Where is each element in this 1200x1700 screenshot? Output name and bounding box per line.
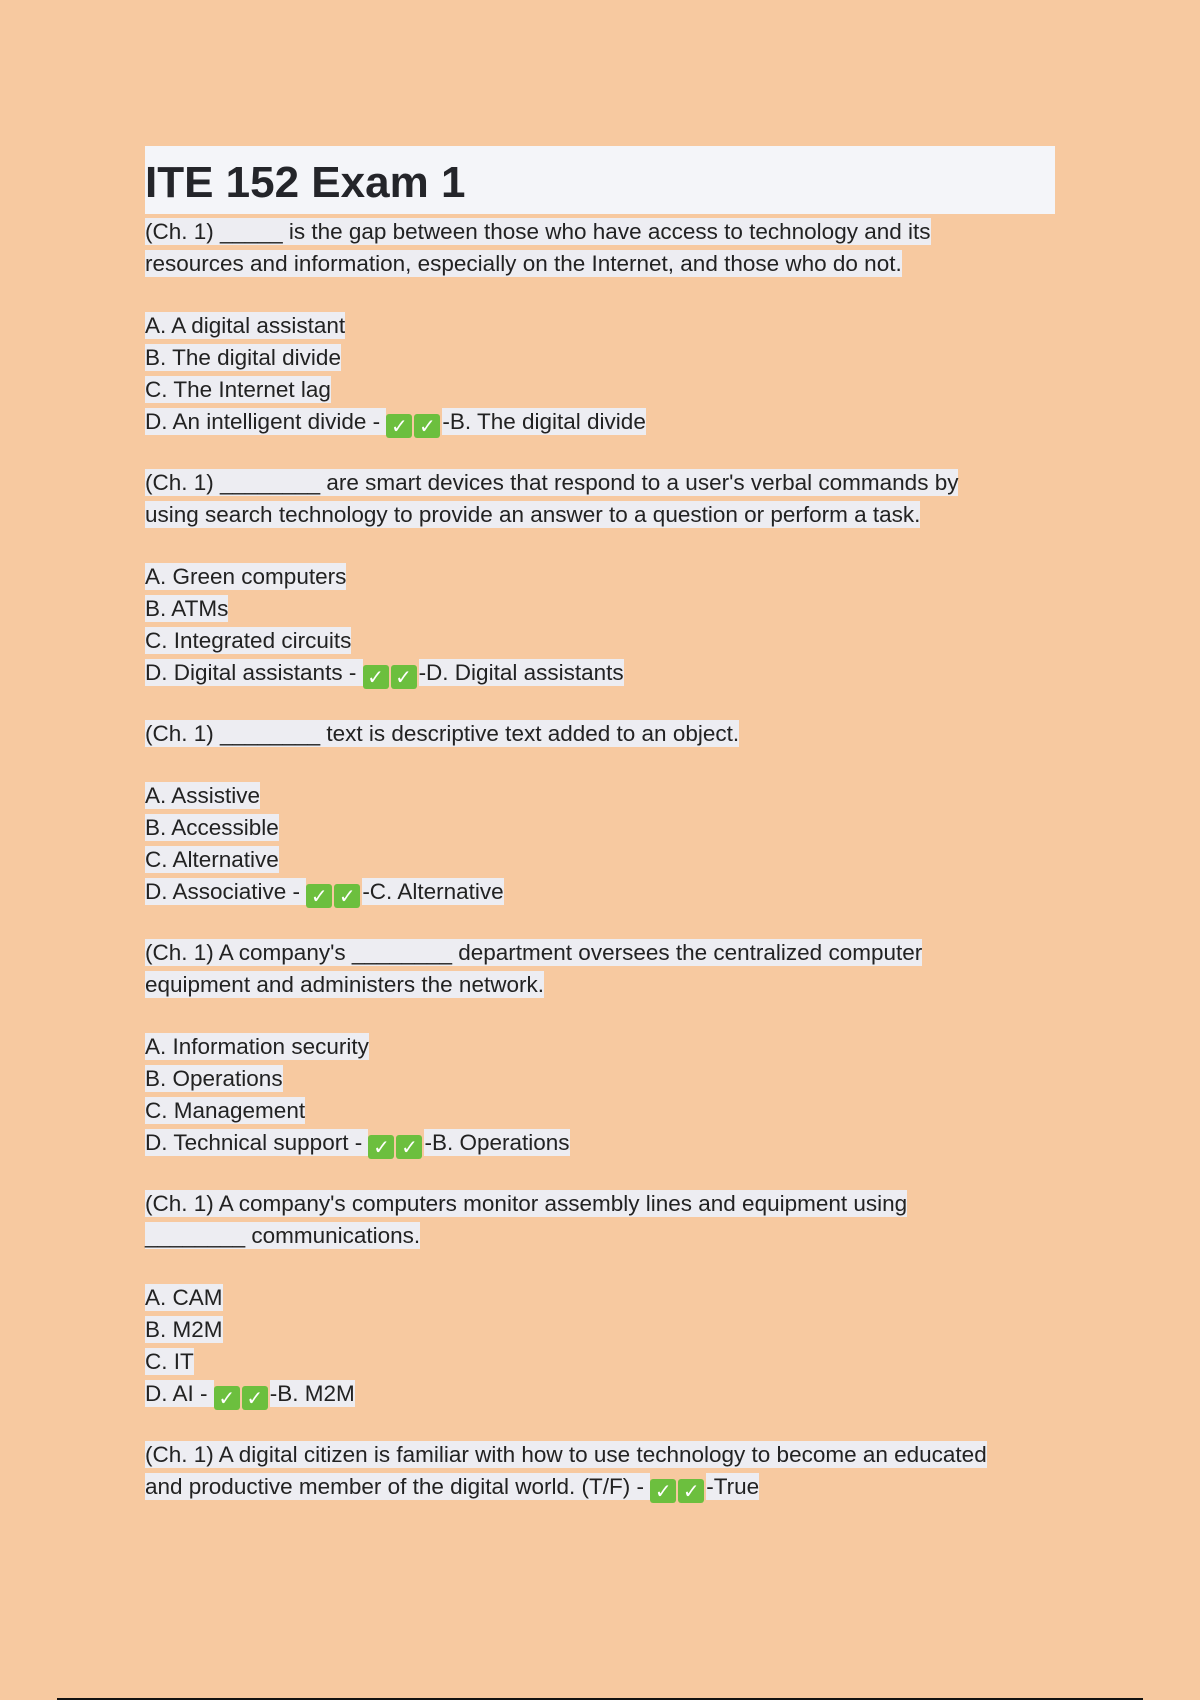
question-text-line: resources and information, especially on the Internet, and those who do not.: [145, 251, 902, 276]
question-text-line: equipment and administers the network.: [145, 972, 544, 997]
answer-option: B. Operations: [145, 1066, 283, 1091]
check-mark-icon: ✓: [368, 1135, 394, 1159]
answer-option: C. The Internet lag: [145, 377, 331, 402]
answer-option: D. Technical support -: [145, 1130, 369, 1155]
check-mark-icon: ✓: [386, 414, 412, 438]
question-text-line: using search technology to provide an answer to a question or perform a task.: [145, 502, 921, 527]
answer-option: B. The digital divide: [145, 345, 341, 370]
question-text-line: (Ch. 1) _____ is the gap between those who have access to technology and its: [145, 219, 931, 244]
question-text-line: (Ch. 1) ________ text is descriptive text added to an object.: [145, 721, 740, 746]
correct-answer: -B. M2M: [269, 1381, 355, 1406]
answer-option: C. Integrated circuits: [145, 628, 352, 653]
question-text-line: and productive member of the digital world. (T/F) -: [145, 1474, 651, 1499]
correct-answer: -True: [706, 1474, 760, 1499]
correct-answer: -B. Operations: [424, 1130, 570, 1155]
check-mark-icon: ✓: [334, 884, 360, 908]
check-mark-icon: ✓: [396, 1135, 422, 1159]
question-text-line: (Ch. 1) ________ are smart devices that respond to a user's verbal commands by: [145, 470, 959, 495]
answer-option: D. Digital assistants -: [145, 660, 363, 685]
question-text-line: (Ch. 1) A digital citizen is familiar with how to use technology to become an educated: [145, 1442, 987, 1467]
check-mark-icon: ✓: [242, 1386, 268, 1410]
correct-answer: -B. The digital divide: [442, 409, 646, 434]
answer-option: D. AI -: [145, 1381, 214, 1406]
answer-option: A. A digital assistant: [145, 313, 346, 338]
document-page: [145, 146, 1057, 1503]
answer-option: A. Information security: [145, 1034, 369, 1059]
question-6-true-false: [145, 1439, 1057, 1503]
answer-option: C. IT: [145, 1349, 194, 1374]
question-1: [145, 216, 1057, 438]
check-mark-icon: ✓: [414, 414, 440, 438]
question-5: [145, 1188, 1057, 1410]
question-4: [145, 937, 1057, 1159]
check-mark-icon: ✓: [650, 1479, 676, 1503]
check-mark-icon: ✓: [678, 1479, 704, 1503]
answer-option: A. Assistive: [145, 783, 261, 808]
check-mark-icon: ✓: [214, 1386, 240, 1410]
question-text-line: (Ch. 1) A company's ________ department oversees the centralized computer: [145, 940, 923, 965]
answer-option: B. M2M: [145, 1317, 223, 1342]
answer-option: D. Associative -: [145, 879, 307, 904]
correct-answer: -D. Digital assistants: [418, 660, 624, 685]
check-mark-icon: ✓: [363, 665, 389, 689]
correct-answer: -C. Alternative: [362, 879, 504, 904]
answer-option: A. CAM: [145, 1285, 223, 1310]
answer-option: D. An intelligent divide -: [145, 409, 387, 434]
answer-option: C. Alternative: [145, 847, 279, 872]
question-3: [145, 718, 1057, 908]
answer-option: A. Green computers: [145, 564, 347, 589]
check-mark-icon: ✓: [306, 884, 332, 908]
page-title: ITE 152 Exam 1: [145, 158, 466, 207]
answer-option: B. ATMs: [145, 596, 229, 621]
answer-option: B. Accessible: [145, 815, 279, 840]
answer-option: C. Management: [145, 1098, 306, 1123]
title-bar: [145, 146, 1055, 214]
question-2: [145, 467, 1057, 689]
question-text-line: (Ch. 1) A company's computers monitor assembly lines and equipment using: [145, 1191, 908, 1216]
question-text-line: ________ communications.: [145, 1223, 421, 1248]
check-mark-icon: ✓: [391, 665, 417, 689]
